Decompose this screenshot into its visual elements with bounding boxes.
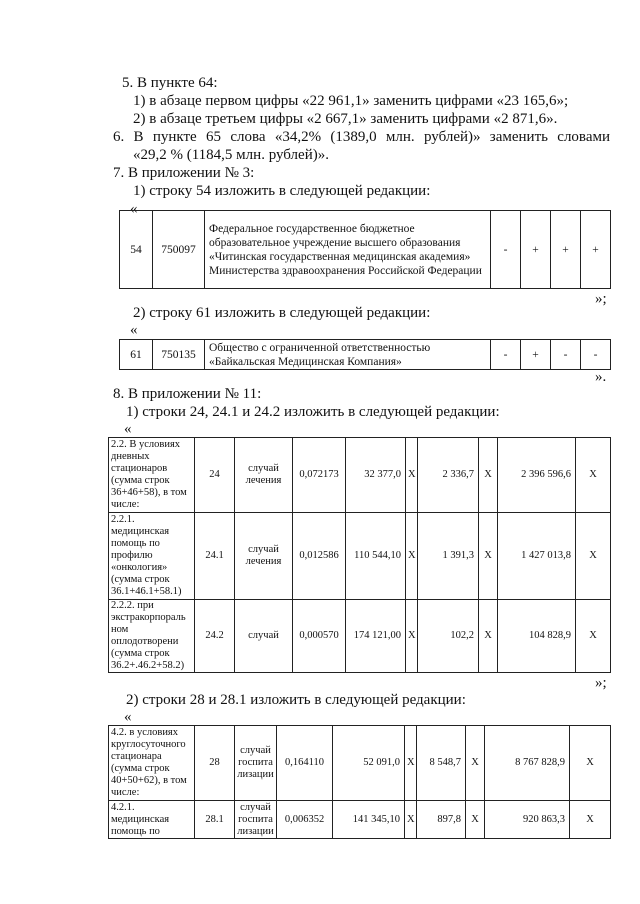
item-7-subitem-2: 2) строку 61 изложить в следующей редакции: [133, 305, 431, 321]
value-cell: 8 548,7 [417, 726, 466, 801]
code-cell: 750097 [153, 211, 205, 289]
value-cell: 2 396 596,6 [498, 438, 576, 513]
close-quote: »; [595, 675, 607, 691]
item-6-line-2: «29,2 % (1184,5 млн. рублей)». [133, 147, 329, 163]
table-row [109, 513, 611, 600]
item-5-heading: 5. В пункте 64: [122, 75, 218, 91]
open-quote: « [124, 709, 132, 725]
open-quote: « [124, 421, 132, 437]
row-label-cell: 2.2. В условиях дневных стационаров (сумма строк 36+46+58), в том числе: [109, 438, 195, 513]
x-cell: Х [479, 513, 498, 600]
table-row [109, 726, 611, 801]
row-number-cell: 28 [195, 726, 235, 801]
value-cell: 174 121,00 [346, 600, 406, 673]
item-8-subitem-2: 2) строки 28 и 28.1 изложить в следующей редакции: [126, 692, 466, 708]
value-cell: 141 345,10 [333, 801, 405, 839]
flag-cell: + [521, 211, 551, 289]
item-8-heading: 8. В приложении № 11: [113, 386, 262, 402]
unit-cell: случай госпита лизации [235, 801, 277, 839]
flag-cell: + [521, 340, 551, 370]
code-cell: 750135 [153, 340, 205, 370]
value-cell: 0,006352 [277, 801, 333, 839]
row-number-cell: 28.1 [195, 801, 235, 839]
item-5-subitem-1: 1) в абзаце первом цифры «22 961,1» заменить цифрами «23 165,6»; [133, 93, 569, 109]
open-quote: « [130, 322, 138, 338]
row-number-cell: 61 [120, 340, 153, 370]
x-cell: Х [576, 600, 611, 673]
x-cell: Х [405, 726, 417, 801]
appendix-11-rows-28-table [108, 725, 611, 839]
close-quote: ». [595, 369, 607, 385]
value-cell: 1 391,3 [418, 513, 479, 600]
x-cell: Х [406, 600, 418, 673]
flag-cell: + [581, 211, 611, 289]
organization-name-cell: Общество с ограниченной ответственностью «Байкальская Медицинская Компания» [205, 340, 491, 370]
row-label-cell: 2.2.1. медицинская помощь по профилю «онкология» (сумма строк 36.1+46.1+58.1) [109, 513, 195, 600]
unit-cell: случай лечения [235, 513, 293, 600]
x-cell: Х [466, 801, 485, 839]
organization-name-cell: Федеральное государственное бюджетное образовательное учреждение высшего образования «Читинская государственная медицинская академия» Министерства здравоохранения Российской Федерации [205, 211, 491, 289]
value-cell: 32 377,0 [346, 438, 406, 513]
flag-cell: - [491, 211, 521, 289]
table-row [120, 340, 611, 370]
appendix-11-rows-24-table [108, 437, 611, 673]
value-cell: 1 427 013,8 [498, 513, 576, 600]
value-cell: 0,072173 [293, 438, 346, 513]
item-8-subitem-1: 1) строки 24, 24.1 и 24.2 изложить в следующей редакции: [126, 404, 500, 420]
value-cell: 104 828,9 [498, 600, 576, 673]
value-cell: 102,2 [418, 600, 479, 673]
unit-cell: случай госпита лизации [235, 726, 277, 801]
flag-cell: - [581, 340, 611, 370]
value-cell: 8 767 828,9 [485, 726, 570, 801]
value-cell: 0,164110 [277, 726, 333, 801]
value-cell: 897,8 [417, 801, 466, 839]
row-number-cell: 24.2 [195, 600, 235, 673]
unit-cell: случай [235, 600, 293, 673]
row-number-cell: 54 [120, 211, 153, 289]
close-quote: »; [595, 291, 607, 307]
table-row [109, 801, 611, 839]
value-cell: 110 544,10 [346, 513, 406, 600]
row-label-cell: 4.2.1. медицинская помощь по [109, 801, 195, 839]
item-6-line-1: 6. В пункте 65 слова «34,2% (1389,0 млн. рублей)» заменить словами [113, 129, 610, 145]
appendix-3-row-61-table [119, 339, 611, 370]
x-cell: Х [570, 726, 611, 801]
table-row [120, 211, 611, 289]
row-number-cell: 24 [195, 438, 235, 513]
x-cell: Х [466, 726, 485, 801]
flag-cell: - [551, 340, 581, 370]
x-cell: Х [405, 801, 417, 839]
appendix-3-row-54-table [119, 210, 611, 289]
value-cell: 0,000570 [293, 600, 346, 673]
item-7-heading: 7. В приложении № 3: [113, 165, 255, 181]
x-cell: Х [576, 513, 611, 600]
value-cell: 52 091,0 [333, 726, 405, 801]
open-quote: « [130, 201, 138, 217]
unit-cell: случай лечения [235, 438, 293, 513]
item-5-subitem-2: 2) в абзаце третьем цифры «2 667,1» заменить цифрами «2 871,6». [133, 111, 558, 127]
x-cell: Х [479, 438, 498, 513]
value-cell: 920 863,3 [485, 801, 570, 839]
x-cell: Х [570, 801, 611, 839]
row-label-cell: 2.2.2. при экстракорпораль ном оплодотворени (сумма строк 36.2+.46.2+58.2) [109, 600, 195, 673]
table-row [109, 600, 611, 673]
x-cell: Х [406, 438, 418, 513]
table-row [109, 438, 611, 513]
value-cell: 2 336,7 [418, 438, 479, 513]
row-number-cell: 24.1 [195, 513, 235, 600]
x-cell: Х [406, 513, 418, 600]
x-cell: Х [576, 438, 611, 513]
row-label-cell: 4.2. в условиях круглосуточного стационара (сумма строк 40+50+62), в том числе: [109, 726, 195, 801]
x-cell: Х [479, 600, 498, 673]
item-7-subitem-1: 1) строку 54 изложить в следующей редакции: [133, 183, 431, 199]
flag-cell: - [491, 340, 521, 370]
value-cell: 0,012586 [293, 513, 346, 600]
flag-cell: + [551, 211, 581, 289]
